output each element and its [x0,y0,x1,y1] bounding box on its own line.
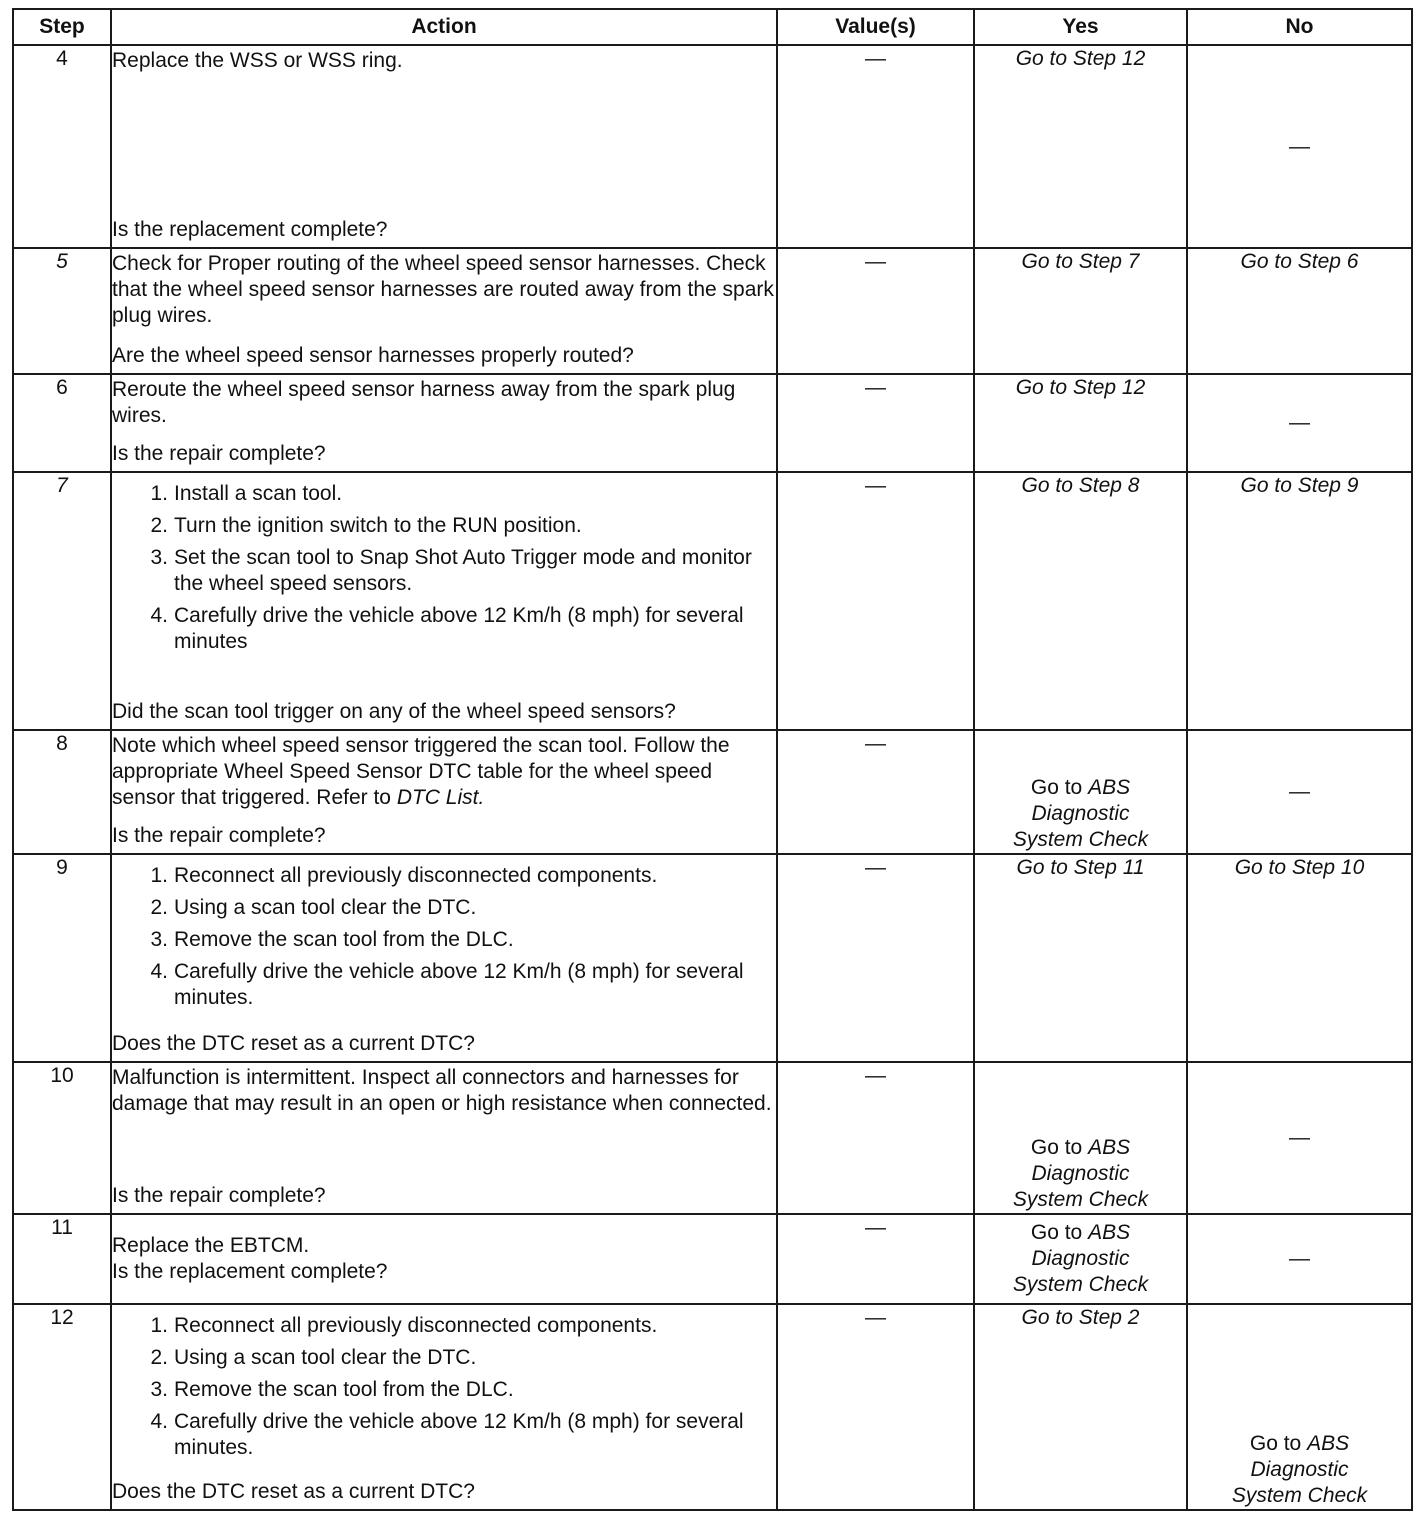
action-question: Is the repair complete? [112,824,326,847]
value-cell: — [777,1304,974,1510]
header-action: Action [111,9,777,45]
yes-cell: Go to Step 2 [974,1304,1187,1510]
step-number: 8 [13,730,111,854]
action-cell [111,854,777,1062]
table-row [13,374,1412,472]
value-cell: — [777,45,974,248]
value-cell: — [777,730,974,854]
table-row [13,45,1412,248]
list-item: 4. Carefully drive the vehicle above 12 Km/h (8 mph) for several minutes. [150,1410,744,1459]
value-cell: — [777,472,974,730]
action-cell [111,1214,777,1304]
action-cell [111,730,777,854]
abs-check-reference: ABS Diagnostic System Check [1012,1136,1149,1211]
action-question: Is the replacement complete? [112,218,388,241]
value-cell: — [777,374,974,472]
action-question: Are the wheel speed sensor harnesses properly routed? [112,344,634,367]
table-row [13,248,1412,374]
list-item: 3. Remove the scan tool from the DLC. [150,928,514,951]
yes-cell: Go to ABS Diagnostic System Check [974,1062,1187,1214]
header-yes: Yes [974,9,1187,45]
header-step: Step [13,9,111,45]
step-number: 9 [13,854,111,1062]
yes-cell: Go to Step 12 [974,374,1187,472]
list-item: 3. Set the scan tool to Snap Shot Auto Trigger mode and monitor the wheel speed sensors. [150,546,752,595]
header-values: Value(s) [777,9,974,45]
action-cell [111,1062,777,1214]
step-number: 6 [13,374,111,472]
no-cell: Go to Step 9 [1187,472,1412,730]
action-text: Replace the WSS or WSS ring. [112,49,403,72]
yes-cell: Go to Step 8 [974,472,1187,730]
action-question: Does the DTC reset as a current DTC? [112,1032,475,1055]
step-number: 10 [13,1062,111,1214]
action-text: Note which wheel speed sensor triggered the scan tool. Follow the appropriate Wheel Speed Sensor DTC table for the wheel speed sensor that triggered. Refer to DTC List. [112,734,730,809]
list-item: 2. Using a scan tool clear the DTC. [150,1346,477,1369]
list-item: 4. Carefully drive the vehicle above 12 Km/h (8 mph) for several minutes [150,604,744,653]
list-item: 3. Remove the scan tool from the DLC. [150,1378,514,1401]
no-cell: — [1187,45,1412,248]
header-row [13,9,1412,45]
list-item: 1. Reconnect all previously disconnected components. [150,864,658,887]
list-item: 1. Install a scan tool. [150,482,343,505]
action-text: Malfunction is intermittent. Inspect all connectors and harnesses for damage that may result in an open or high resistance when connected. [112,1066,772,1115]
value-cell: — [777,248,974,374]
yes-cell: Go to Step 11 [974,854,1187,1062]
value-cell: — [777,854,974,1062]
action-cell [111,248,777,374]
action-question: Is the replacement complete? [112,1260,388,1283]
yes-cell: Go to ABS Diagnostic System Check [974,730,1187,854]
no-cell: Go to Step 6 [1187,248,1412,374]
action-cell [111,472,777,730]
yes-cell: Go to Step 12 [974,45,1187,248]
value-cell: — [777,1062,974,1214]
header-no: No [1187,9,1412,45]
table-row [13,1214,1412,1304]
step-number: 11 [13,1214,111,1304]
table-row [13,1062,1412,1214]
action-cell [111,45,777,248]
action-steps-list [112,857,776,1013]
list-item: 4. Carefully drive the vehicle above 12 Km/h (8 mph) for several minutes. [150,960,744,1009]
step-number: 12 [13,1304,111,1510]
no-cell: — [1187,730,1412,854]
action-text: Replace the EBTCM. [112,1234,310,1257]
step-number: 5 [13,248,111,374]
no-cell: Go to ABS Diagnostic System Check [1187,1304,1412,1510]
action-cell [111,374,777,472]
table-row [13,854,1412,1062]
table-row [13,472,1412,730]
yes-cell: Go to ABS Diagnostic System Check [974,1214,1187,1304]
yes-cell: Go to Step 7 [974,248,1187,374]
step-number: 7 [13,472,111,730]
no-cell: — [1187,1062,1412,1214]
dtc-list-reference: DTC List. [396,786,485,809]
abs-check-reference: ABS Diagnostic System Check [1012,776,1149,851]
table-row [13,730,1412,854]
diagnostic-table [12,8,1413,1511]
action-text: Reroute the wheel speed sensor harness away from the spark plug wires. [112,378,736,427]
action-steps-list [112,475,776,657]
action-text: Check for Proper routing of the wheel speed sensor harnesses. Check that the wheel speed sensor harnesses are routed away from the spark plug wires. [112,252,774,327]
action-question: Is the repair complete? [112,442,326,465]
action-question: Does the DTC reset as a current DTC? [112,1480,475,1503]
no-cell: — [1187,374,1412,472]
step-number: 4 [13,45,111,248]
abs-check-reference: ABS Diagnostic System Check [1012,1221,1149,1296]
list-item: 1. Reconnect all previously disconnected components. [150,1314,658,1337]
no-cell: — [1187,1214,1412,1304]
no-cell: Go to Step 10 [1187,854,1412,1062]
value-cell: — [777,1214,974,1304]
list-item: 2. Using a scan tool clear the DTC. [150,896,477,919]
action-question: Is the repair complete? [112,1184,326,1207]
action-steps-list [112,1307,776,1463]
action-cell [111,1304,777,1510]
abs-check-reference: ABS Diagnostic System Check [1231,1432,1368,1507]
action-question: Did the scan tool trigger on any of the wheel speed sensors? [112,700,676,723]
list-item: 2. Turn the ignition switch to the RUN position. [150,514,582,537]
table-row [13,1304,1412,1510]
